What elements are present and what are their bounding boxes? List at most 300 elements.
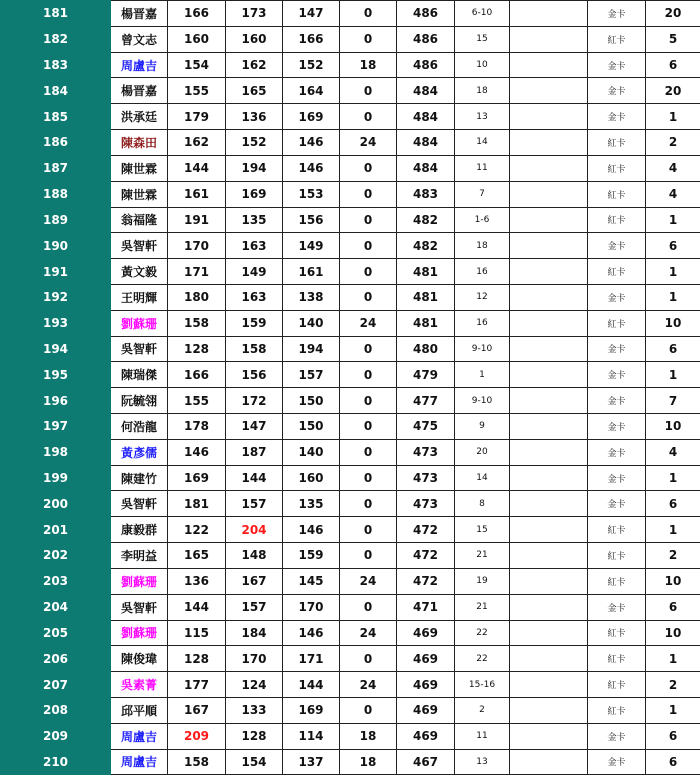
game1-score-cell: 154 xyxy=(168,52,226,78)
blank-cell xyxy=(510,749,588,775)
table-row xyxy=(1,672,700,698)
card-type-cell: 紅卡 xyxy=(588,181,646,207)
game1-score-cell: 161 xyxy=(168,181,226,207)
card-type-cell: 紅卡 xyxy=(588,697,646,723)
player-name-cell: 曾文志 xyxy=(111,26,168,52)
player-name-cell: 劉蘇珊 xyxy=(111,568,168,594)
rank-cell: 200 xyxy=(1,491,111,517)
handicap-cell: 0 xyxy=(340,439,397,465)
handicap-cell: 0 xyxy=(340,517,397,543)
card-type-cell: 紅卡 xyxy=(588,26,646,52)
card-type-cell: 金卡 xyxy=(588,414,646,440)
handicap-cell: 18 xyxy=(340,723,397,749)
total-score-cell: 473 xyxy=(397,439,455,465)
count-cell: 1 xyxy=(646,104,700,130)
handicap-cell: 0 xyxy=(340,388,397,414)
game3-score-cell: 140 xyxy=(283,310,340,336)
rank-cell: 195 xyxy=(1,362,111,388)
handicap-cell: 0 xyxy=(340,155,397,181)
rank-cell: 209 xyxy=(1,723,111,749)
rank-cell: 198 xyxy=(1,439,111,465)
game1-score-cell: 162 xyxy=(168,130,226,156)
total-score-cell: 472 xyxy=(397,543,455,569)
game2-score-cell: 170 xyxy=(226,646,283,672)
player-name-cell: 陳森田 xyxy=(111,130,168,156)
table-row xyxy=(1,439,700,465)
table-row xyxy=(1,233,700,259)
rank-cell: 194 xyxy=(1,336,111,362)
count-cell: 10 xyxy=(646,310,700,336)
round-cell: 7 xyxy=(455,181,510,207)
card-type-cell: 金卡 xyxy=(588,749,646,775)
player-name-cell: 李明益 xyxy=(111,543,168,569)
card-type-cell: 金卡 xyxy=(588,594,646,620)
handicap-cell: 0 xyxy=(340,336,397,362)
game2-score-cell: 149 xyxy=(226,259,283,285)
handicap-cell: 0 xyxy=(340,207,397,233)
blank-cell xyxy=(510,181,588,207)
game2-score-cell: 135 xyxy=(226,207,283,233)
blank-cell xyxy=(510,594,588,620)
round-cell: 22 xyxy=(455,646,510,672)
total-score-cell: 481 xyxy=(397,259,455,285)
game2-score-cell: 159 xyxy=(226,310,283,336)
round-cell: 13 xyxy=(455,749,510,775)
round-cell: 14 xyxy=(455,465,510,491)
total-score-cell: 472 xyxy=(397,568,455,594)
game3-score-cell: 144 xyxy=(283,672,340,698)
card-type-cell: 金卡 xyxy=(588,439,646,465)
game1-score-cell: 181 xyxy=(168,491,226,517)
table-row xyxy=(1,155,700,181)
blank-cell xyxy=(510,207,588,233)
count-cell: 1 xyxy=(646,284,700,310)
game1-score-cell: 155 xyxy=(168,78,226,104)
rank-cell: 189 xyxy=(1,207,111,233)
card-type-cell: 紅卡 xyxy=(588,646,646,672)
count-cell: 1 xyxy=(646,646,700,672)
player-name-cell: 周盧吉 xyxy=(111,52,168,78)
card-type-cell: 紅卡 xyxy=(588,543,646,569)
table-row xyxy=(1,362,700,388)
game2-score-cell: 152 xyxy=(226,130,283,156)
count-cell: 10 xyxy=(646,568,700,594)
card-type-cell: 紅卡 xyxy=(588,620,646,646)
card-type-cell: 金卡 xyxy=(588,104,646,130)
handicap-cell: 24 xyxy=(340,672,397,698)
player-name-cell: 吳智軒 xyxy=(111,594,168,620)
round-cell: 9-10 xyxy=(455,388,510,414)
count-cell: 1 xyxy=(646,259,700,285)
table-row xyxy=(1,749,700,775)
game1-score-cell: 180 xyxy=(168,284,226,310)
table-row xyxy=(1,130,700,156)
round-cell: 1-6 xyxy=(455,207,510,233)
handicap-cell: 0 xyxy=(340,465,397,491)
card-type-cell: 金卡 xyxy=(588,52,646,78)
game2-score-cell: 144 xyxy=(226,465,283,491)
table-row xyxy=(1,697,700,723)
game2-score-cell: 158 xyxy=(226,336,283,362)
total-score-cell: 472 xyxy=(397,517,455,543)
player-name-cell: 楊晋嘉 xyxy=(111,1,168,27)
total-score-cell: 486 xyxy=(397,52,455,78)
game3-score-cell: 146 xyxy=(283,517,340,543)
player-name-cell: 吳智軒 xyxy=(111,336,168,362)
rank-cell: 204 xyxy=(1,594,111,620)
count-cell: 6 xyxy=(646,52,700,78)
total-score-cell: 483 xyxy=(397,181,455,207)
handicap-cell: 18 xyxy=(340,749,397,775)
round-cell: 6-10 xyxy=(455,1,510,27)
table-row xyxy=(1,465,700,491)
game2-score-cell: 204 xyxy=(226,517,283,543)
total-score-cell: 469 xyxy=(397,723,455,749)
card-type-cell: 紅卡 xyxy=(588,207,646,233)
game1-score-cell: 166 xyxy=(168,1,226,27)
rank-cell: 183 xyxy=(1,52,111,78)
handicap-cell: 0 xyxy=(340,594,397,620)
blank-cell xyxy=(510,155,588,181)
game3-score-cell: 146 xyxy=(283,155,340,181)
rank-cell: 207 xyxy=(1,672,111,698)
round-cell: 21 xyxy=(455,594,510,620)
game3-score-cell: 171 xyxy=(283,646,340,672)
game1-score-cell: 170 xyxy=(168,233,226,259)
game1-score-cell: 167 xyxy=(168,697,226,723)
player-name-cell: 周盧吉 xyxy=(111,749,168,775)
total-score-cell: 473 xyxy=(397,465,455,491)
blank-cell xyxy=(510,259,588,285)
round-cell: 22 xyxy=(455,620,510,646)
table-row xyxy=(1,1,700,27)
total-score-cell: 469 xyxy=(397,697,455,723)
blank-cell xyxy=(510,26,588,52)
count-cell: 10 xyxy=(646,620,700,646)
table-row xyxy=(1,284,700,310)
handicap-cell: 24 xyxy=(340,620,397,646)
round-cell: 9-10 xyxy=(455,336,510,362)
game3-score-cell: 161 xyxy=(283,259,340,285)
rank-cell: 197 xyxy=(1,414,111,440)
total-score-cell: 467 xyxy=(397,749,455,775)
round-cell: 1 xyxy=(455,362,510,388)
table-row xyxy=(1,491,700,517)
game3-score-cell: 159 xyxy=(283,543,340,569)
round-cell: 2 xyxy=(455,697,510,723)
round-cell: 21 xyxy=(455,543,510,569)
game1-score-cell: 165 xyxy=(168,543,226,569)
game1-score-cell: 169 xyxy=(168,465,226,491)
handicap-cell: 24 xyxy=(340,310,397,336)
round-cell: 16 xyxy=(455,259,510,285)
table-row xyxy=(1,207,700,233)
total-score-cell: 475 xyxy=(397,414,455,440)
game1-score-cell: 128 xyxy=(168,646,226,672)
game1-score-cell: 158 xyxy=(168,310,226,336)
game2-score-cell: 147 xyxy=(226,414,283,440)
game2-score-cell: 194 xyxy=(226,155,283,181)
rank-cell: 199 xyxy=(1,465,111,491)
game2-score-cell: 160 xyxy=(226,26,283,52)
game2-score-cell: 136 xyxy=(226,104,283,130)
card-type-cell: 紅卡 xyxy=(588,568,646,594)
handicap-cell: 0 xyxy=(340,1,397,27)
game1-score-cell: 158 xyxy=(168,749,226,775)
table-row xyxy=(1,181,700,207)
table-row xyxy=(1,259,700,285)
game3-score-cell: 146 xyxy=(283,130,340,156)
table-row xyxy=(1,620,700,646)
player-name-cell: 陳世霖 xyxy=(111,155,168,181)
count-cell: 5 xyxy=(646,26,700,52)
handicap-cell: 0 xyxy=(340,104,397,130)
blank-cell xyxy=(510,388,588,414)
count-cell: 1 xyxy=(646,362,700,388)
blank-cell xyxy=(510,672,588,698)
count-cell: 1 xyxy=(646,697,700,723)
game3-score-cell: 147 xyxy=(283,1,340,27)
card-type-cell: 金卡 xyxy=(588,491,646,517)
blank-cell xyxy=(510,1,588,27)
player-name-cell: 翁福隆 xyxy=(111,207,168,233)
game1-score-cell: 171 xyxy=(168,259,226,285)
blank-cell xyxy=(510,697,588,723)
rank-cell: 205 xyxy=(1,620,111,646)
player-name-cell: 周盧吉 xyxy=(111,723,168,749)
card-type-cell: 金卡 xyxy=(588,336,646,362)
player-name-cell: 劉蘇珊 xyxy=(111,620,168,646)
game2-score-cell: 157 xyxy=(226,594,283,620)
game2-score-cell: 157 xyxy=(226,491,283,517)
handicap-cell: 0 xyxy=(340,181,397,207)
round-cell: 11 xyxy=(455,723,510,749)
blank-cell xyxy=(510,723,588,749)
player-name-cell: 邱平順 xyxy=(111,697,168,723)
game3-score-cell: 164 xyxy=(283,78,340,104)
count-cell: 4 xyxy=(646,439,700,465)
count-cell: 1 xyxy=(646,465,700,491)
total-score-cell: 482 xyxy=(397,207,455,233)
blank-cell xyxy=(510,465,588,491)
rank-cell: 201 xyxy=(1,517,111,543)
card-type-cell: 金卡 xyxy=(588,233,646,259)
total-score-cell: 484 xyxy=(397,155,455,181)
handicap-cell: 0 xyxy=(340,414,397,440)
game2-score-cell: 187 xyxy=(226,439,283,465)
game2-score-cell: 124 xyxy=(226,672,283,698)
count-cell: 10 xyxy=(646,414,700,440)
game2-score-cell: 184 xyxy=(226,620,283,646)
game1-score-cell: 122 xyxy=(168,517,226,543)
game3-score-cell: 150 xyxy=(283,388,340,414)
game2-score-cell: 162 xyxy=(226,52,283,78)
handicap-cell: 0 xyxy=(340,259,397,285)
game3-score-cell: 149 xyxy=(283,233,340,259)
player-name-cell: 黃文毅 xyxy=(111,259,168,285)
total-score-cell: 473 xyxy=(397,491,455,517)
round-cell: 10 xyxy=(455,52,510,78)
blank-cell xyxy=(510,233,588,259)
total-score-cell: 469 xyxy=(397,672,455,698)
card-type-cell: 金卡 xyxy=(588,1,646,27)
card-type-cell: 紅卡 xyxy=(588,517,646,543)
game2-score-cell: 128 xyxy=(226,723,283,749)
game3-score-cell: 145 xyxy=(283,568,340,594)
handicap-cell: 0 xyxy=(340,491,397,517)
game2-score-cell: 148 xyxy=(226,543,283,569)
card-type-cell: 金卡 xyxy=(588,388,646,414)
table-row xyxy=(1,104,700,130)
game1-score-cell: 115 xyxy=(168,620,226,646)
game3-score-cell: 170 xyxy=(283,594,340,620)
blank-cell xyxy=(510,439,588,465)
table-row xyxy=(1,78,700,104)
total-score-cell: 484 xyxy=(397,130,455,156)
player-name-cell: 黃彥儒 xyxy=(111,439,168,465)
game1-score-cell: 155 xyxy=(168,388,226,414)
rank-cell: 210 xyxy=(1,749,111,775)
blank-cell xyxy=(510,362,588,388)
game3-score-cell: 146 xyxy=(283,620,340,646)
rank-cell: 193 xyxy=(1,310,111,336)
total-score-cell: 484 xyxy=(397,78,455,104)
table-row xyxy=(1,336,700,362)
card-type-cell: 紅卡 xyxy=(588,130,646,156)
blank-cell xyxy=(510,78,588,104)
round-cell: 9 xyxy=(455,414,510,440)
rank-cell: 192 xyxy=(1,284,111,310)
game3-score-cell: 137 xyxy=(283,749,340,775)
rank-cell: 181 xyxy=(1,1,111,27)
rank-cell: 184 xyxy=(1,78,111,104)
handicap-cell: 0 xyxy=(340,233,397,259)
total-score-cell: 471 xyxy=(397,594,455,620)
rank-cell: 208 xyxy=(1,697,111,723)
game1-score-cell: 177 xyxy=(168,672,226,698)
total-score-cell: 469 xyxy=(397,646,455,672)
blank-cell xyxy=(510,620,588,646)
player-name-cell: 王明輝 xyxy=(111,284,168,310)
total-score-cell: 480 xyxy=(397,336,455,362)
game3-score-cell: 114 xyxy=(283,723,340,749)
game2-score-cell: 167 xyxy=(226,568,283,594)
table-row xyxy=(1,594,700,620)
blank-cell xyxy=(510,491,588,517)
player-name-cell: 吳智軒 xyxy=(111,491,168,517)
player-name-cell: 劉蘇珊 xyxy=(111,310,168,336)
blank-cell xyxy=(510,130,588,156)
game3-score-cell: 153 xyxy=(283,181,340,207)
rank-cell: 203 xyxy=(1,568,111,594)
player-name-cell: 楊晋嘉 xyxy=(111,78,168,104)
total-score-cell: 486 xyxy=(397,1,455,27)
round-cell: 11 xyxy=(455,155,510,181)
card-type-cell: 紅卡 xyxy=(588,155,646,181)
rank-cell: 191 xyxy=(1,259,111,285)
card-type-cell: 金卡 xyxy=(588,465,646,491)
game2-score-cell: 163 xyxy=(226,233,283,259)
table-row xyxy=(1,723,700,749)
handicap-cell: 0 xyxy=(340,543,397,569)
blank-cell xyxy=(510,104,588,130)
game3-score-cell: 160 xyxy=(283,465,340,491)
card-type-cell: 紅卡 xyxy=(588,310,646,336)
blank-cell xyxy=(510,336,588,362)
handicap-cell: 18 xyxy=(340,52,397,78)
table-row xyxy=(1,568,700,594)
handicap-cell: 24 xyxy=(340,130,397,156)
game1-score-cell: 166 xyxy=(168,362,226,388)
card-type-cell: 金卡 xyxy=(588,284,646,310)
table-row xyxy=(1,414,700,440)
game1-score-cell: 144 xyxy=(168,594,226,620)
game3-score-cell: 157 xyxy=(283,362,340,388)
player-name-cell: 陳俊瑋 xyxy=(111,646,168,672)
count-cell: 20 xyxy=(646,78,700,104)
round-cell: 13 xyxy=(455,104,510,130)
game1-score-cell: 144 xyxy=(168,155,226,181)
table-row xyxy=(1,310,700,336)
table-row xyxy=(1,388,700,414)
player-name-cell: 吳智軒 xyxy=(111,233,168,259)
blank-cell xyxy=(510,414,588,440)
game3-score-cell: 169 xyxy=(283,104,340,130)
handicap-cell: 0 xyxy=(340,646,397,672)
rank-cell: 187 xyxy=(1,155,111,181)
card-type-cell: 金卡 xyxy=(588,723,646,749)
round-cell: 14 xyxy=(455,130,510,156)
count-cell: 6 xyxy=(646,233,700,259)
round-cell: 19 xyxy=(455,568,510,594)
table-row xyxy=(1,543,700,569)
handicap-cell: 0 xyxy=(340,362,397,388)
game3-score-cell: 150 xyxy=(283,414,340,440)
rank-cell: 188 xyxy=(1,181,111,207)
table-row xyxy=(1,517,700,543)
round-cell: 15 xyxy=(455,26,510,52)
round-cell: 18 xyxy=(455,233,510,259)
game1-score-cell: 191 xyxy=(168,207,226,233)
rank-cell: 202 xyxy=(1,543,111,569)
blank-cell xyxy=(510,284,588,310)
game1-score-cell: 146 xyxy=(168,439,226,465)
player-name-cell: 康毅群 xyxy=(111,517,168,543)
handicap-cell: 0 xyxy=(340,26,397,52)
total-score-cell: 469 xyxy=(397,620,455,646)
ranking-rows xyxy=(1,1,700,775)
handicap-cell: 0 xyxy=(340,697,397,723)
game2-score-cell: 156 xyxy=(226,362,283,388)
total-score-cell: 484 xyxy=(397,104,455,130)
player-name-cell: 吳素菁 xyxy=(111,672,168,698)
total-score-cell: 482 xyxy=(397,233,455,259)
blank-cell xyxy=(510,517,588,543)
game1-score-cell: 178 xyxy=(168,414,226,440)
game3-score-cell: 152 xyxy=(283,52,340,78)
rank-cell: 196 xyxy=(1,388,111,414)
total-score-cell: 479 xyxy=(397,362,455,388)
round-cell: 16 xyxy=(455,310,510,336)
total-score-cell: 481 xyxy=(397,310,455,336)
handicap-cell: 24 xyxy=(340,568,397,594)
count-cell: 7 xyxy=(646,388,700,414)
blank-cell xyxy=(510,543,588,569)
game3-score-cell: 156 xyxy=(283,207,340,233)
player-name-cell: 陳建竹 xyxy=(111,465,168,491)
card-type-cell: 紅卡 xyxy=(588,259,646,285)
count-cell: 2 xyxy=(646,543,700,569)
